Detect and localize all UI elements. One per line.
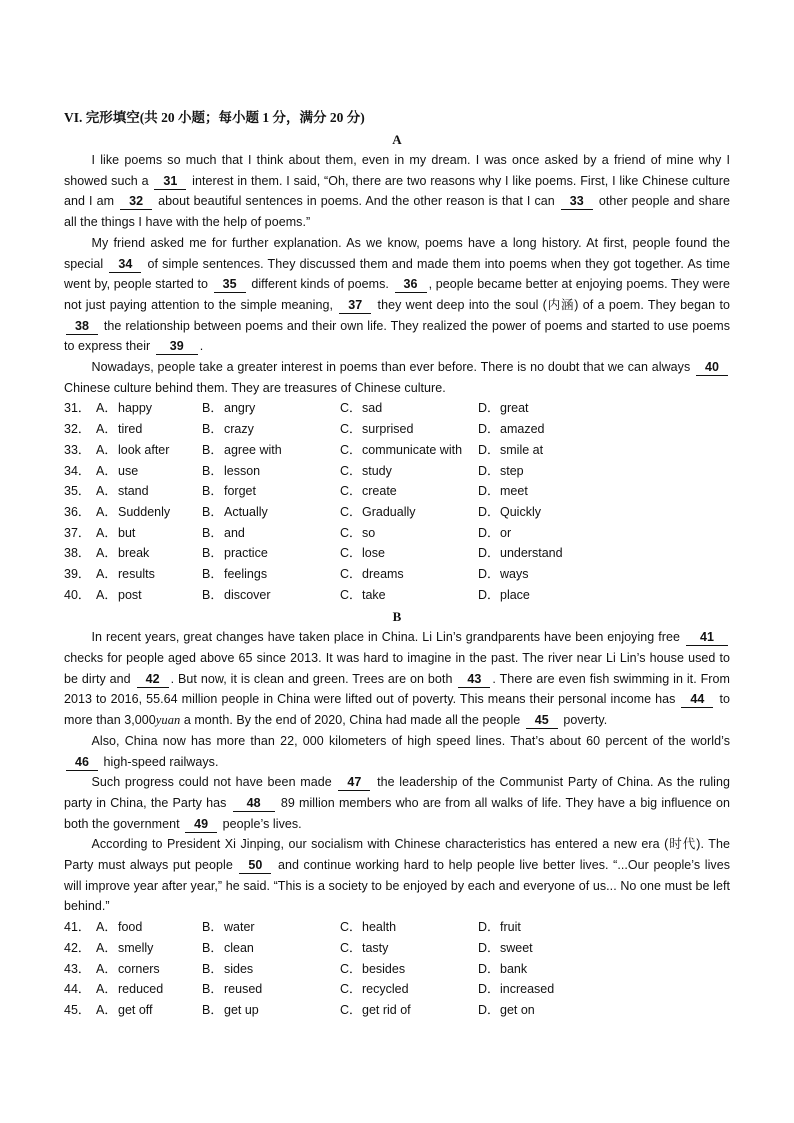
passage-b-paragraph-3 (64, 772, 730, 834)
option-c: C．dreams (340, 566, 404, 581)
option-row (64, 481, 730, 502)
blank-39: 39 (156, 339, 198, 355)
option-a: A．get off (96, 1002, 153, 1017)
blank-38: 38 (66, 319, 98, 335)
option-c: C．sad (340, 401, 383, 416)
passage-a-title: A (392, 132, 402, 147)
question-number: 33． (64, 442, 91, 457)
option-b: B．forget (202, 484, 256, 499)
passage-b-title: B (392, 609, 402, 625)
option-a: A．post (96, 587, 142, 602)
option-row (64, 502, 730, 523)
option-c: C．get rid of (340, 1002, 411, 1017)
option-row (64, 585, 730, 606)
option-c: C．Gradually (340, 504, 416, 519)
option-row (64, 917, 730, 938)
option-a: A．reduced (96, 982, 164, 997)
option-c: C．tasty (340, 940, 389, 955)
option-d: D．or (478, 525, 512, 540)
text: Also, China now has more than 22, 000 kilometers of high speed lines. That’s about 60 percent of the world’s (91, 733, 730, 748)
blank-31: 31 (154, 174, 186, 190)
blank-42: 42 (137, 672, 169, 688)
text: they went deep into the soul (内涵) of a poem. They began to (373, 297, 730, 312)
option-row (64, 938, 730, 959)
option-d: D．sweet (478, 940, 533, 955)
question-number: 32． (64, 422, 91, 437)
blank-36: 36 (395, 277, 427, 293)
option-row (64, 440, 730, 461)
option-b: B．Actually (202, 504, 268, 519)
blank-44: 44 (681, 692, 713, 708)
text: I like poems so much that I think about them, even in my dream. I was once asked by a friend of mine why I showed such a (64, 153, 730, 188)
section-heading: VI. 完形填空(共 20 小题；每小题 1 分，满分 20 分) (64, 110, 365, 125)
option-d: D．fruit (478, 920, 521, 935)
question-number: 41． (64, 920, 91, 935)
option-b: B．clean (202, 940, 254, 955)
question-number: 37． (64, 525, 91, 540)
option-d: D．great (478, 401, 529, 416)
option-d: D．bank (478, 961, 528, 976)
option-row (64, 461, 730, 482)
option-row (64, 959, 730, 980)
text: Nowadays, people take a greater interest in poems than ever before. There is no doubt that we can always (91, 360, 694, 375)
option-d: D．step (478, 463, 524, 478)
option-d: D．understand (478, 546, 563, 561)
blank-50: 50 (239, 858, 271, 874)
question-number: 34． (64, 463, 91, 478)
option-d: D．amazed (478, 422, 545, 437)
option-row (64, 564, 730, 585)
option-a: A．stand (96, 484, 149, 499)
text: and continue working hard to help people live better lives. “...Our people’s lives will improve year after year,” he said. “This is a society to be enjoyed by each and everyone of us... No one must be left behind.” (64, 858, 730, 914)
question-number: 31． (64, 401, 91, 416)
option-a: A．food (96, 920, 143, 935)
text: the relationship between poems and their own life. They realized the power of poems and started to use poems to express their (64, 318, 730, 354)
text: high-speed railways. (100, 754, 219, 769)
blank-41: 41 (686, 630, 728, 646)
option-c: C．surprised (340, 422, 414, 437)
option-d: D．get on (478, 1002, 535, 1017)
option-a: A．happy (96, 401, 153, 416)
option-a: A．break (96, 546, 150, 561)
option-b: B．angry (202, 401, 256, 416)
option-row (64, 419, 730, 440)
text: to more than 3,000 (64, 692, 730, 728)
option-d: D．smile at (478, 442, 544, 457)
option-c: C．recycled (340, 982, 409, 997)
blank-47: 47 (338, 775, 370, 791)
question-number: 42． (64, 940, 91, 955)
passage-a-options (64, 398, 730, 605)
option-d: D．ways (478, 566, 529, 581)
option-c: C．health (340, 920, 397, 935)
blank-34: 34 (109, 257, 141, 273)
text: of simple sentences. They discussed them and made them into poems when they got together. As time went by, people started to (64, 256, 730, 292)
option-b: B．practice (202, 546, 268, 561)
text: people’s lives. (219, 816, 302, 831)
blank-32: 32 (120, 194, 152, 210)
text: different kinds of poems. (247, 277, 393, 292)
yuan-italic: yuan (155, 713, 181, 728)
option-c: C．so (340, 525, 376, 540)
text: . There are even fish swimming in it. From 2013 to 2016, 55.64 million people in China were lifted out of poverty. This means their personal income has (64, 671, 730, 707)
option-row (64, 543, 730, 564)
question-number: 45． (64, 1002, 91, 1017)
option-b: B．water (202, 920, 255, 935)
option-c: C．lose (340, 546, 385, 561)
option-row (64, 979, 730, 1000)
passage-b-options (64, 917, 730, 1020)
question-number: 43． (64, 961, 91, 976)
text: poverty. (559, 713, 608, 728)
option-row (64, 1000, 730, 1021)
option-d: D．meet (478, 484, 528, 499)
option-a: A．tired (96, 422, 143, 437)
text: Chinese culture behind them. They are treasures of Chinese culture. (64, 380, 446, 395)
text: 89 million members who are from all walks of life. They have a big influence on both the government (64, 795, 730, 831)
passage-a-paragraph-2 (64, 233, 730, 357)
text: checks for people aged above 65 since 2013. It was hard to imagine in the past. The river near Li Lin’s house used to be dirty and (64, 651, 730, 686)
option-c: C．besides (340, 961, 406, 976)
question-number: 38． (64, 546, 91, 561)
text: the leadership of the Communist Party of China. As the ruling party in China, the Party has (64, 775, 730, 810)
blank-37: 37 (339, 298, 371, 314)
option-row (64, 398, 730, 419)
exam-page (64, 108, 730, 1021)
option-c: C．study (340, 463, 392, 478)
question-number: 35． (64, 484, 91, 499)
blank-40: 40 (696, 360, 728, 376)
question-number: 44． (64, 982, 91, 997)
option-a: A．Suddenly (96, 504, 171, 519)
blank-46: 46 (66, 755, 98, 771)
option-d: D．increased (478, 982, 555, 997)
option-b: B．discover (202, 587, 271, 602)
option-c: C．create (340, 484, 397, 499)
text: . But now, it is clean and green. Trees are on both (170, 671, 457, 686)
option-a: A．look after (96, 442, 170, 457)
blank-33: 33 (561, 194, 593, 210)
option-b: B．lesson (202, 463, 261, 478)
text: Such progress could not have been made (91, 775, 337, 790)
blank-48: 48 (233, 796, 275, 812)
option-b: B．crazy (202, 422, 254, 437)
option-b: B．reused (202, 982, 263, 997)
option-b: B．agree with (202, 442, 282, 457)
passage-b-paragraph-2 (64, 731, 730, 772)
option-b: B．get up (202, 1002, 259, 1017)
question-number: 39． (64, 566, 91, 581)
option-d: D．place (478, 587, 530, 602)
option-row (64, 523, 730, 544)
text: In recent years, great changes have taken place in China. Li Lin’s grandparents have been enjoying free (91, 630, 684, 645)
passage-a-paragraph-3 (64, 357, 730, 398)
question-number: 40． (64, 587, 91, 602)
text: interest in them. I said, “Oh, there are two reasons why I like poems. First, I like Chinese culture and I am (64, 173, 731, 209)
text: about beautiful sentences in poems. And the other reason is that I can (154, 194, 559, 209)
option-a: A．use (96, 463, 139, 478)
option-d: D．Quickly (478, 504, 541, 519)
text: other people and share all the things I have with the help of poems.” (64, 194, 731, 230)
option-a: A．corners (96, 961, 160, 976)
blank-45: 45 (526, 713, 558, 729)
option-b: B．sides (202, 961, 254, 976)
option-c: C．communicate with (340, 442, 463, 457)
option-b: B．and (202, 525, 245, 540)
option-a: A．but (96, 525, 136, 540)
blank-35: 35 (214, 277, 246, 293)
text: . (199, 339, 204, 354)
option-b: B．feelings (202, 566, 268, 581)
question-number: 36． (64, 504, 91, 519)
passage-a-paragraph-1 (64, 150, 730, 233)
passage-b-paragraph-4 (64, 834, 730, 917)
option-a: A．results (96, 566, 155, 581)
text: According to President Xi Jinping, our socialism with Chinese characteristics has entered a new era (时代). The Party must always put people (64, 837, 730, 873)
text: My friend asked me for further explanation. As we know, poems have a long history. At first, people found the special (64, 235, 730, 271)
option-c: C．take (340, 587, 386, 602)
blank-43: 43 (458, 672, 490, 688)
passage-b-paragraph-1 (64, 627, 730, 731)
text: , people became better at enjoying poems. They were not just paying attention to the simple meaning, (64, 277, 730, 312)
blank-49: 49 (185, 817, 217, 833)
option-a: A．smelly (96, 940, 154, 955)
text: a month. By the end of 2020, China had made all the people (180, 713, 524, 728)
